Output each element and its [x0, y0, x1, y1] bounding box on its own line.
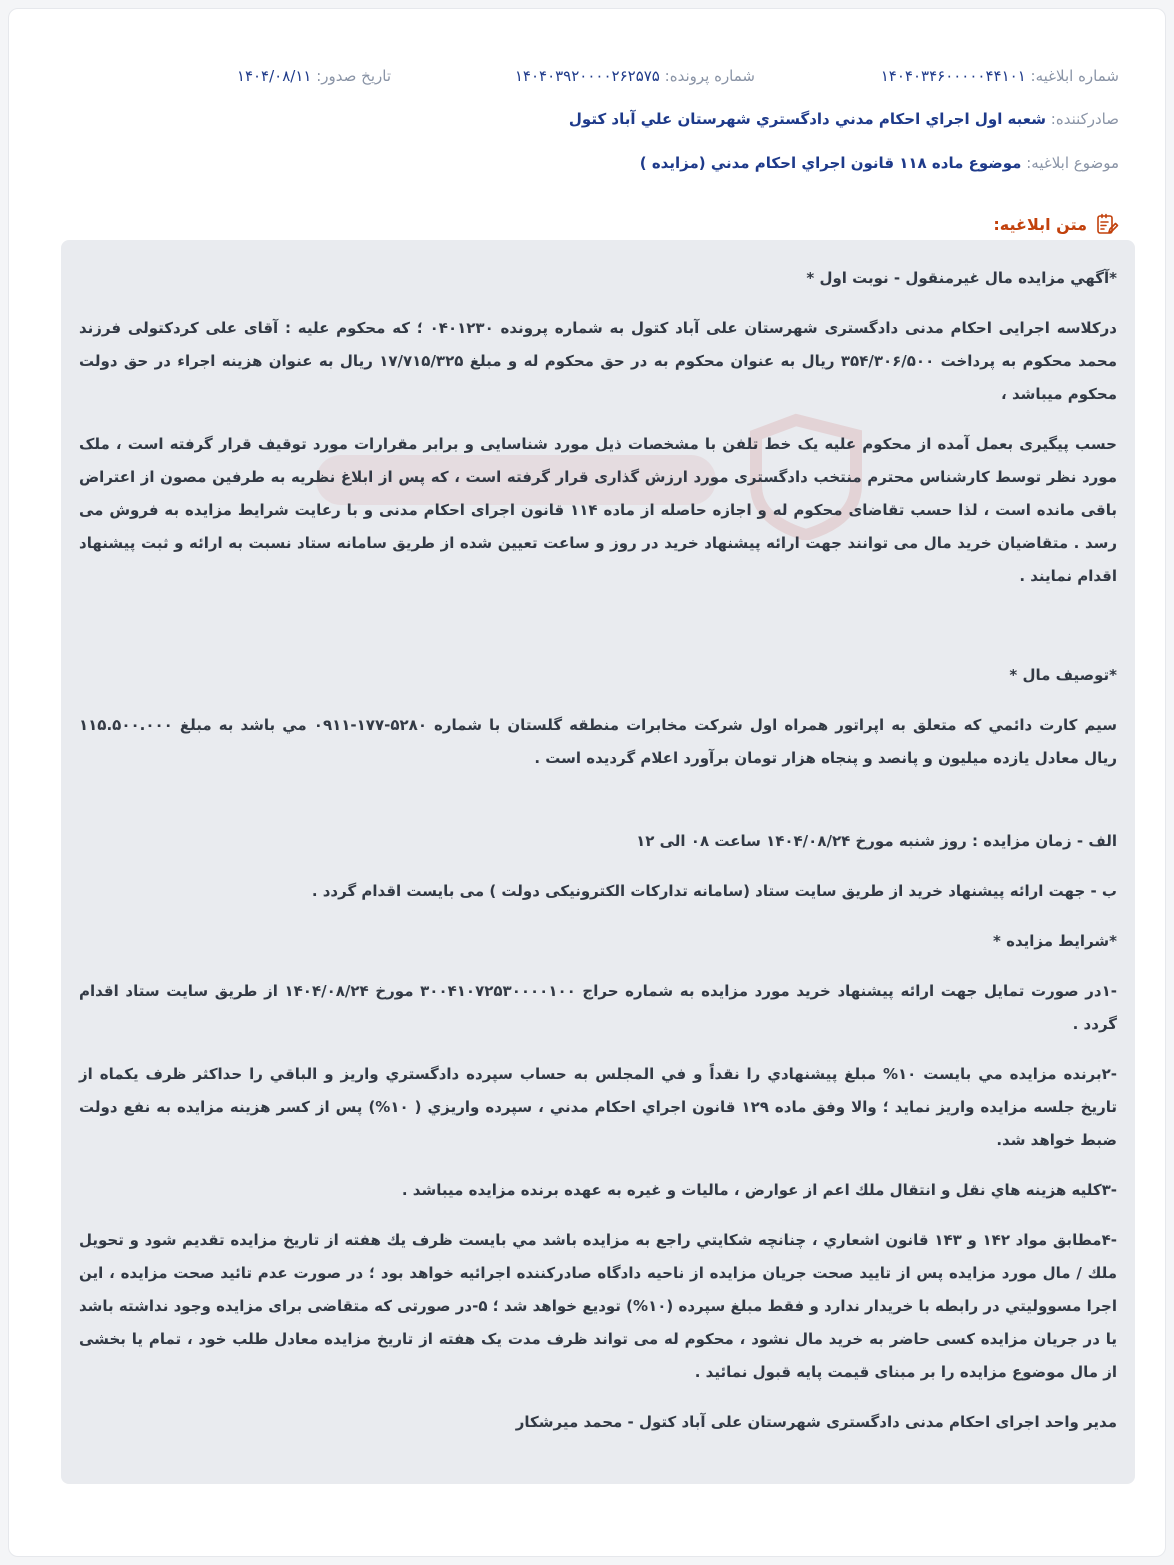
- meta-row: [49, 67, 1119, 91]
- subject-line: [640, 154, 1119, 172]
- issue-date-value: ۱۴۰۴/۰۸/۱۱: [236, 67, 312, 85]
- sender-line: [569, 110, 1119, 128]
- condition-1: -۱در صورت تمایل جهت ارائه پیشنهاد خرید مورد مزایده به شماره حراج ۳۰۰۴۱۰۷۲۵۳۰۰۰۰۱۰۰ مورخ ۱۴۰۴/۰۸/۲۴ از طریق سایت ستاد اقدام گردد .: [79, 982, 1117, 1033]
- condition-3: -۳كليه هزينه هاي نقل و انتقال ملك اعم از عوارض ، ماليات و غيره به عهده برنده مزايده ميباشد .: [401, 1181, 1117, 1199]
- notice-card: [8, 8, 1166, 1557]
- conditions-heading: *شرايط مزايده *: [993, 932, 1117, 950]
- notice-number: [881, 67, 1119, 85]
- notice-content: [79, 262, 1117, 1439]
- asset-heading: *توصيف مال *: [1009, 666, 1117, 684]
- signature: مدیر واحد اجرای احکام مدنی دادگستری شهرستان علی آباد کتول - محمد میرشکار: [515, 1413, 1117, 1431]
- auction-time: الف - زمان مزايده : روز شنبه مورخ ۱۴۰۴/۰۸/۲۴ ساعت ۰۸ الی ۱۲: [636, 832, 1117, 850]
- sender-value: شعبه اول اجراي احكام مدني دادگستري شهرستان علي آباد كتول: [568, 110, 1046, 128]
- file-number: [515, 67, 755, 85]
- sender-label: صادرکننده:: [1050, 110, 1119, 128]
- notice-number-value: ۱۴۰۴۰۳۴۶۰۰۰۰۰۴۴۱۰۱: [880, 67, 1026, 85]
- issue-date: [237, 67, 391, 85]
- file-number-value: ۱۴۰۴۰۳۹۲۰۰۰۰۲۶۲۵۷۵: [514, 67, 660, 85]
- notice-text-heading-label: متن ابلاغیه:: [993, 214, 1087, 234]
- note-edit-icon: [1095, 212, 1119, 236]
- notice-title: *آگهي مزايده مال غيرمنقول - نوبت اول *: [806, 269, 1117, 287]
- notice-paragraph-2: حسب پیگیری بعمل آمده از محکوم علیه یک خط تلفن با مشخصات ذیل مورد شناسایی و برابر مقرارات مورد توقیف قرار گرفته است ، ملک مورد نظر توسط کارشناس محترم منتخب دادگستری مورد ارزش گذاری قرار گرفته است ، که پس از ابلاغ نظریه به طرفین مصون از اعتراض باقی مانده است ، لذا حسب تقاضای محکوم له و اجازه حاصله از ماده ۱۱۴ قانون اجرای احکام مدنی و با رعایت شرایط مزایده به فروش می رسد . متقاضیان خرید مال می توانند جهت ارائه پیشنهاد خرید در روز و ساعت تعیین شده از طریق سامانه ستاد نسبت به ارائه و ثبت پیشنهاد اقدام نمایند .: [79, 435, 1117, 585]
- auction-method: ب - جهت ارائه پیشنهاد خرید از طریق سایت ستاد (سامانه تدارکات الکترونیکی دولت ) می بایست اقدام گردد .: [311, 882, 1117, 900]
- subject-label: موضوع ابلاغیه:: [1026, 154, 1119, 172]
- asset-description: سيم كارت دائمي كه متعلق به اپراتور همراه اول شركت مخابرات منطقه گلستان با شماره ۵۲۸۰-۱۷۷-۰۹۱۱ مي باشد به مبلغ ۱۱۵.۵۰۰.۰۰۰ ريال معادل یازده میلیون و پانصد و پنجاه هزار تومان برآورد اعلام گرديده است .: [79, 716, 1118, 767]
- condition-4: -۴مطابق مواد ۱۴۲ و ۱۴۳ قانون اشعاري ، چنانچه شكايتي راجع به مزايده باشد مي بايست ظرف يك هفته از تاريخ مزايده تقديم شود و تحويل ملك / مال مورد مزايده پس از تاييد صحت جريان مزايده از ناحيه دادگاه صادركننده اجرائيه خواهد بود ؛ در صورت عدم تائيد صحت مزايده ، اين اجرا مسووليتي در رابطه با خريدار ندارد و فقط مبلغ سپرده (۱۰%) توديع خواهد شد ؛ ۵-در صورتی که متقاضی برای مزایده وجود نداشته باشد یا در جریان مزایده کسی حاضر به خرید مال نشود ، محکوم له می تواند ظرف مدت یک هفته از تاریخ مزایده معادل طلب خود ، تمام یا بخشی از مال موضوع مزایده را بر مبنای قیمت پایه قبول نمائید .: [79, 1231, 1117, 1381]
- subject-value: موضوع ماده ۱۱۸ قانون اجراي احكام مدني (مزايده ): [639, 154, 1022, 172]
- file-number-label: شماره پرونده:: [664, 67, 755, 85]
- condition-2: -۲برنده مزايده مي بايست ۱۰% مبلغ پيشنهادي را نقداً و في المجلس به حساب سپرده دادگستري واريز و الباقي را حداكثر ظرف يكماه از تاريخ جلسه مزايده واريز نمايد ؛ والا وفق ماده ۱۲۹ قانون اجراي احكام مدني ، سپرده واريزي ( ۱۰%) پس از كسر هزينه مزايده به نفع دولت ضبط خواهد شد.: [79, 1065, 1118, 1149]
- issue-date-label: تاریخ صدور:: [316, 67, 391, 85]
- notice-text-heading: [993, 211, 1119, 237]
- notice-body: [61, 240, 1135, 1484]
- notice-paragraph-1: درکلاسه اجرایی احکام مدنی دادگستری شهرستان علی آباد کتول به شماره پرونده ۰۴۰۱۲۳۰ ؛ که محکوم علیه : آقای علی کردکتولی فرزند محمد محکوم به پرداخت ۳۵۴/۳۰۶/۵۰۰ ریال به عنوان محکوم به در حق محکوم له و مبلغ ۱۷/۷۱۵/۳۲۵ ریال به عنوان هزینه اجراء در حق دولت محکوم میباشد ،: [79, 319, 1117, 403]
- notice-number-label: شماره ابلاغیه:: [1030, 67, 1119, 85]
